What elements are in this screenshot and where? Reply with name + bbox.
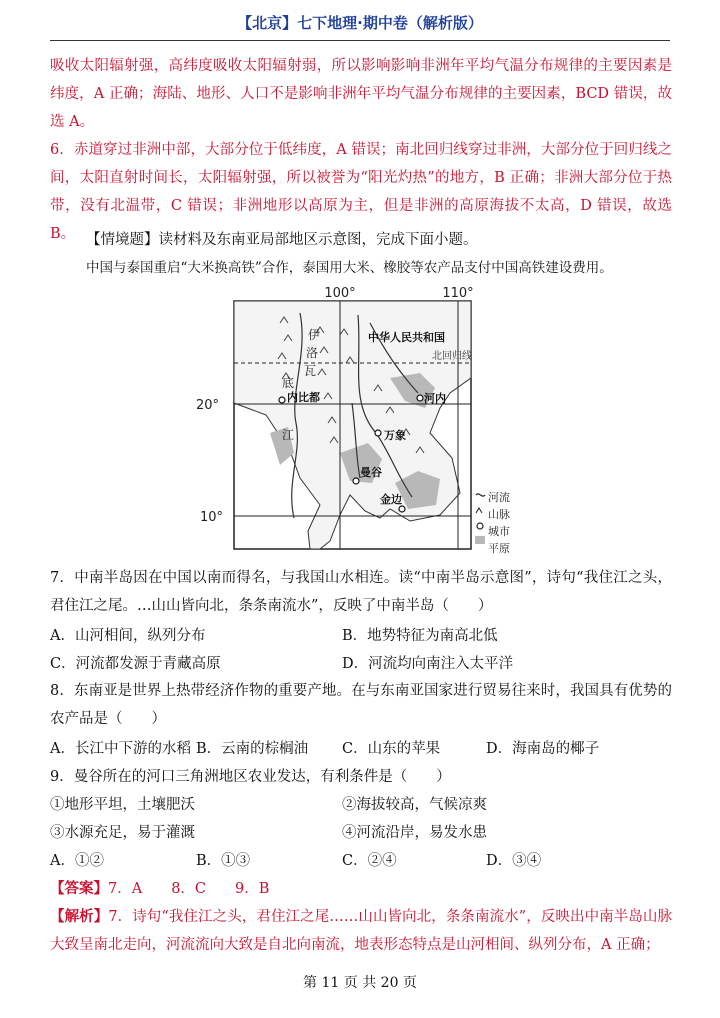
q9-condition-3: ③水源充足，易于灌溉: [50, 825, 195, 841]
q8-option-c: C．山东的苹果: [342, 741, 441, 757]
q9-condition-1: ①地形平坦，土壤肥沃: [50, 797, 195, 813]
page-footer: 第 11 页 共 20 页: [303, 975, 417, 991]
answer-text: 7．A 8．C 9．B: [108, 881, 270, 897]
lat-label-20: 20°: [196, 398, 220, 413]
q8-option-d: D．海南岛的椰子: [486, 741, 600, 757]
lon-label-100: 100°: [324, 286, 356, 301]
q9-option-d: D．③④: [486, 853, 542, 869]
china-label: 中华人民共和国: [368, 331, 445, 344]
lon-label-110: 110°: [442, 286, 474, 301]
header-divider: [50, 40, 670, 41]
q9-option-a: A．①②: [50, 853, 104, 869]
q7-option-b: B．地势特征为南高北低: [342, 628, 498, 644]
explanation-6: 6．赤道穿过非洲中部，大部分位于低纬度，A 错误；南北回归线穿过非洲，大部分位于回归线之间，太阳直射时间长，太阳辐射强，所以被誉为“阳光灼热”的地方，B 正确；非洲大部分位于热带，没有北温带，C 错误；非洲地形以高原为主，但是非洲的高原海拔不太高，D 错误，故选 B。: [50, 142, 672, 242]
river-char-3: 瓦: [304, 364, 317, 378]
analysis-block: [50, 903, 672, 959]
river-char-1: 伊: [308, 328, 321, 342]
svg-text:曼谷: 曼谷: [360, 466, 382, 479]
lat-label-10: 10°: [200, 510, 224, 525]
legend-plain-label: 平原: [488, 542, 510, 555]
map-legend: [475, 494, 485, 544]
q7-option-a: A．山河相间，纵列分布: [50, 628, 206, 644]
river-char-5: 江: [282, 428, 295, 442]
q9-condition-4: ④河流沿岸，易发水患: [342, 825, 487, 841]
page-header: 【北京】七下地理·期中卷（解析版）: [237, 14, 483, 32]
question-7-stem: 7．中南半岛因在中国以南而得名，与我国山水相连。读“中南半岛示意图”，诗句“我住江之头，君住江之尾。…山山皆向北，条条南流水”，反映了中南半岛（ ）: [50, 570, 672, 614]
q9-condition-2: ②海拔较高，气候凉爽: [342, 797, 487, 813]
svg-text:内比都: 内比都: [287, 391, 320, 404]
scenario-heading: 【情境题】读材料及东南亚局部地区示意图，完成下面小题。: [86, 232, 478, 248]
answer-block: [50, 877, 269, 898]
analysis-label: 【解析】: [50, 908, 109, 925]
river-char-2: 洛: [306, 346, 319, 360]
legend-mountain-label: 山脉: [488, 508, 510, 521]
legend-river-icon: [476, 494, 485, 496]
svg-text:河内: 河内: [424, 392, 446, 405]
question-8-stem: 8．东南亚是世界上热带经济作物的重要产地。在与东南亚国家进行贸易往来时，我国具有优势的农产品是（ ）: [50, 683, 672, 727]
q8-option-b: B．云南的棕榈油: [196, 741, 309, 757]
legend-city-label: 城市: [488, 525, 510, 538]
svg-text:金边: 金边: [380, 493, 402, 506]
answer-label: 【答案】: [50, 880, 108, 897]
analysis-text: 7．诗句“我住江之头，君住江之尾……山山皆向北，条条南流水”，反映出中南半岛山脉大致呈南北走向，河流流向大致是自北向南流，地表形态特点是山河相间、纵列分布，A 正确；: [50, 909, 672, 953]
legend-city-icon: [477, 523, 483, 529]
q7-option-d: D．河流均向南注入太平洋: [342, 656, 514, 672]
legend-mountain-icon: [476, 508, 482, 513]
q9-option-c: C．②④: [342, 853, 397, 869]
legend-river-label: 河流: [488, 491, 510, 504]
legend-labels: [488, 489, 510, 557]
q7-option-c: C．河流都发源于青藏高原: [50, 656, 221, 672]
river-char-4: 底: [282, 376, 295, 390]
q8-option-a: A．长江中下游的水稻: [50, 741, 191, 757]
southeast-asia-map: [190, 283, 490, 553]
svg-text:万象: 万象: [384, 429, 406, 442]
q9-option-b: B．①③: [196, 853, 251, 869]
legend-plain-icon: [475, 536, 485, 544]
scenario-material: 中国与泰国重启“大米换高铁”合作，泰国用大米、橡胶等农产品支付中国高铁建设费用。: [86, 260, 613, 276]
question-9-stem: 9．曼谷所在的河口三角洲地区农业发达，有利条件是（ ）: [50, 769, 451, 785]
explanation-previous: 吸收太阳辐射强，高纬度吸收太阳辐射弱，所以影响影响非洲年平均气温分布规律的主要因素是纬度，A 正确；海陆、地形、人口不是影响非洲年平均气温分布规律的主要因素，BCD 错误，故选 A。: [50, 58, 672, 130]
tropic-label: 北回归线: [432, 351, 472, 362]
